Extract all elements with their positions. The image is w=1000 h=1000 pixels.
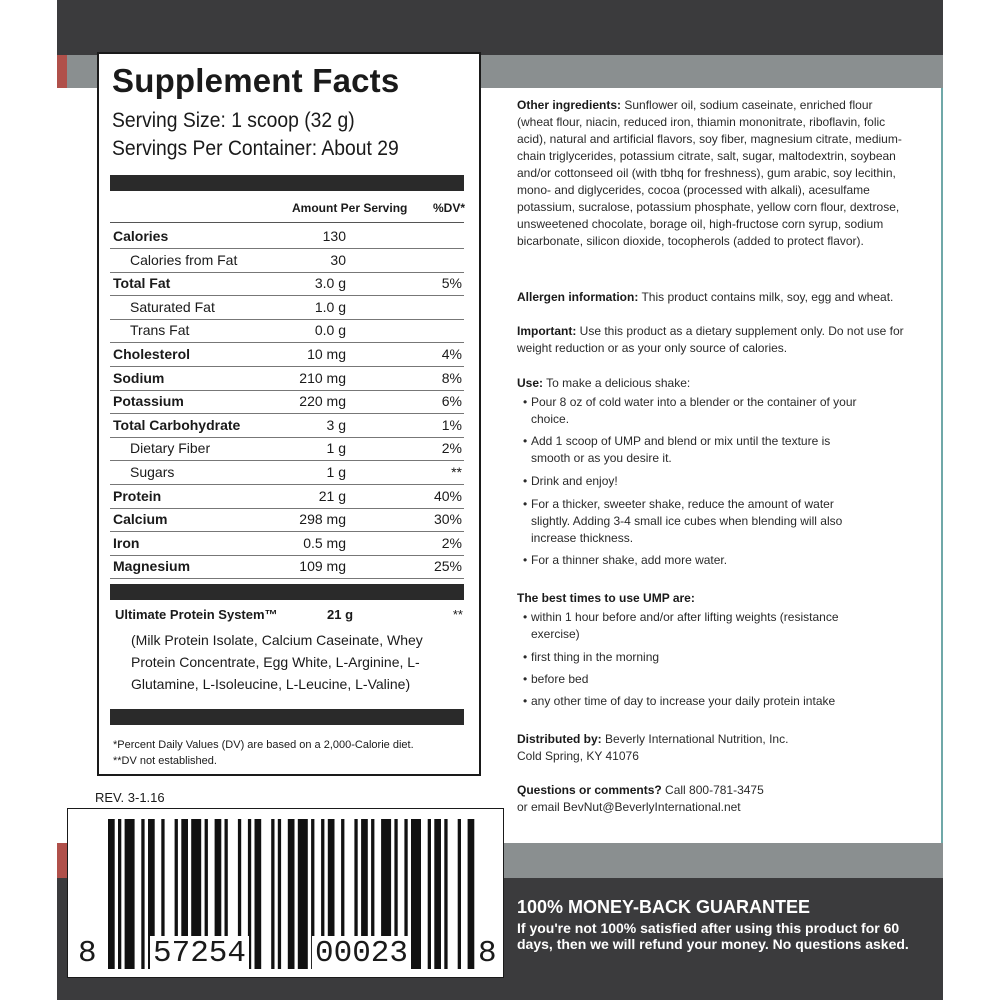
servings-per-container: Servings Per Container: About 29 bbox=[112, 137, 399, 160]
nutrient-row bbox=[110, 554, 464, 579]
nutrient-daily-value: ** bbox=[451, 464, 462, 480]
barcode bbox=[67, 808, 504, 978]
nutrient-row bbox=[110, 460, 464, 485]
barcode-right-digit: 8 bbox=[478, 936, 497, 971]
distributed-line-1: Beverly International Nutrition, Inc. bbox=[605, 732, 789, 746]
nutrient-daily-value: 6% bbox=[441, 393, 462, 410]
nutrient-name: Calories bbox=[113, 228, 169, 244]
nutrient-amount: 0.5 mg bbox=[303, 534, 346, 551]
left-accent-strip-bottom bbox=[57, 843, 67, 878]
barcode-bar bbox=[125, 819, 135, 969]
nutrient-row bbox=[110, 436, 464, 461]
nutrient-daily-value: 1% bbox=[441, 416, 462, 433]
nutrient-amount: 1.0 g bbox=[314, 298, 346, 315]
nutrient-row bbox=[110, 342, 464, 367]
blend-daily-value: ** bbox=[452, 607, 463, 622]
serving-size: Serving Size: 1 scoop (32 g) bbox=[112, 109, 355, 132]
questions-label: Questions or comments? bbox=[517, 783, 662, 797]
best-time-item: • first thing in the morning bbox=[523, 649, 863, 666]
questions-email: or email BevNut@BeverlyInternational.net bbox=[517, 800, 741, 814]
header-daily-value: %DV* bbox=[432, 201, 465, 215]
nutrient-amount: 10 mg bbox=[307, 346, 346, 362]
other-ingredients bbox=[517, 97, 907, 250]
nutrient-amount: 1 g bbox=[326, 464, 346, 480]
blend-ingredients: (Milk Protein Isolate, Calcium Caseinate, Whey Protein Concentrate, Egg White, L-Arginine, L-Glutamine, L-Isoleucine, L-Leucine, L-Valine) bbox=[131, 632, 423, 692]
nutrient-name: Total Carbohydrate bbox=[113, 416, 241, 433]
nutrient-row bbox=[110, 507, 464, 532]
use-step: • For a thicker, sweeter shake, reduce the amount of water slightly. Adding 3-4 small ice cubes when blending will also increase thickness. bbox=[523, 496, 863, 547]
nutrient-daily-value: 30% bbox=[433, 511, 462, 528]
use-step-text: For a thicker, sweeter shake, reduce the amount of water slightly. Adding 3-4 small ice cubes when blending will also increase thickness. bbox=[531, 497, 843, 545]
barcode-bar bbox=[428, 819, 431, 969]
barcode-bar bbox=[278, 819, 281, 969]
nutrient-name: Sodium bbox=[113, 369, 165, 386]
divider-bar bbox=[110, 175, 464, 191]
barcode-left-digit: 8 bbox=[78, 936, 97, 971]
top-dark-band bbox=[57, 0, 943, 55]
nutrient-amount: 109 mg bbox=[299, 558, 346, 575]
nutrient-name: Sugars bbox=[130, 464, 175, 480]
best-time-text: any other time of day to increase your daily protein intake bbox=[531, 694, 836, 708]
revision-code: REV. 3-1.16 bbox=[95, 790, 165, 805]
nutrient-row bbox=[110, 271, 464, 296]
nutrient-name: Calcium bbox=[113, 511, 168, 528]
barcode-bar bbox=[468, 819, 475, 969]
barcode-group-2: 00023 bbox=[312, 936, 411, 971]
use-step: • Pour 8 oz of cold water into a blender or the container of your choice. bbox=[523, 394, 863, 428]
important-note bbox=[517, 323, 907, 357]
nutrient-row bbox=[110, 531, 464, 556]
nutrient-daily-value: 8% bbox=[441, 369, 462, 386]
use-step: • Add 1 scoop of UMP and blend or mix until the texture is smooth or as you desire it. bbox=[523, 433, 863, 467]
nutrient-amount: 30 bbox=[330, 251, 346, 268]
footnote-dv-not-established: **DV not established. bbox=[113, 755, 217, 767]
nutrient-amount: 3.0 g bbox=[314, 275, 346, 292]
use-label: Use: bbox=[517, 376, 544, 390]
use-text: To make a delicious shake: bbox=[546, 376, 691, 390]
barcode-bar bbox=[141, 819, 144, 969]
right-edge-line bbox=[941, 88, 943, 843]
nutrient-daily-value: 25% bbox=[433, 558, 462, 575]
distributed-label: Distributed by: bbox=[517, 732, 602, 746]
nutrient-amount: 298 mg bbox=[299, 511, 346, 528]
nutrient-row bbox=[110, 295, 464, 320]
blend-amount: 21 g bbox=[327, 607, 354, 622]
guarantee-title: 100% MONEY-BACK GUARANTEE bbox=[517, 897, 811, 917]
barcode-bar bbox=[271, 819, 274, 969]
important-text: Use this product as a dietary supplement only. Do not use for weight reduction or as your only source of calories. bbox=[517, 324, 904, 355]
barcode-bar bbox=[255, 819, 262, 969]
use-step: • Drink and enjoy! bbox=[523, 473, 863, 490]
nutrient-name: Protein bbox=[113, 487, 162, 504]
nutrient-amount: 210 mg bbox=[299, 369, 346, 386]
nutrient-amount: 3 g bbox=[326, 416, 346, 433]
divider-bar bbox=[110, 584, 464, 600]
best-time-text: before bed bbox=[531, 672, 589, 686]
nutrient-row bbox=[110, 389, 464, 414]
nutrient-name: Saturated Fat bbox=[130, 298, 215, 315]
nutrient-row bbox=[110, 413, 464, 438]
barcode-bar bbox=[458, 819, 461, 969]
nutrient-name: Iron bbox=[113, 534, 140, 551]
nutrient-name: Magnesium bbox=[113, 558, 191, 575]
nutrient-amount: 220 mg bbox=[299, 393, 346, 410]
other-ingredients-text: Sunflower oil, sodium caseinate, enriched flour (wheat flour, niacin, reduced iron, thiamin mononitrate, riboflavin, folic acid), natural and artificial flavors, soy fiber, magnesium citrate, medium-chain triglycerides, potassium citrate, salt, sugar, maltodextrin, soybean and/or cottonseed oil (with tbhq for freshness), gum arabic, soy lecithin, mono- and diglycerides, cocoa (processed with alkali), acesulfame potassium, sucralose, potassium phosphate, yellow corn flour, dextrose, unsweetened chocolate, borage oil, high-fructose corn syrup, sodium bicarbonate, silicon dioxide, tocopherols (added to protect flavor). bbox=[517, 98, 902, 248]
questions-phone: Call 800-781-3475 bbox=[665, 783, 764, 797]
use-step-text: Pour 8 oz of cold water into a blender or the container of your choice. bbox=[531, 395, 857, 426]
distributed-by bbox=[517, 731, 907, 765]
best-time-item: • before bed bbox=[523, 671, 863, 688]
barcode-bar bbox=[108, 819, 115, 969]
use-step: • For a thinner shake, add more water. bbox=[523, 552, 863, 569]
header-divider bbox=[110, 222, 464, 223]
barcode-bar bbox=[434, 819, 441, 969]
nutrient-row bbox=[110, 318, 464, 343]
barcode-bar bbox=[411, 819, 421, 969]
nutrient-daily-value: 40% bbox=[433, 487, 462, 504]
best-times-label: The best times to use UMP are: bbox=[517, 591, 695, 605]
allergen-label: Allergen information: bbox=[517, 290, 639, 304]
header-amount-per-serving: Amount Per Serving bbox=[292, 201, 408, 215]
best-time-item: • within 1 hour before and/or after lifting weights (resistance exercise) bbox=[523, 609, 863, 643]
nutrient-name: Cholesterol bbox=[113, 346, 191, 362]
nutrient-name: Calories from Fat bbox=[130, 251, 238, 268]
facts-title: Supplement Facts bbox=[112, 62, 400, 99]
use-step-text: For a thinner shake, add more water. bbox=[531, 553, 728, 567]
important-label: Important: bbox=[517, 324, 577, 338]
guarantee-text: If you're not 100% satisfied after using this product for 60 days, then we will refund your money. No questions asked. bbox=[517, 920, 909, 952]
nutrient-row bbox=[110, 366, 464, 391]
barcode-bar bbox=[444, 819, 447, 969]
nutrient-amount: 0.0 g bbox=[314, 322, 346, 339]
nutrient-daily-value: 5% bbox=[441, 275, 462, 292]
nutrient-daily-value: 4% bbox=[441, 346, 462, 362]
best-time-text: first thing in the morning bbox=[531, 650, 660, 664]
barcode-bar bbox=[288, 819, 295, 969]
questions-contact bbox=[517, 782, 907, 816]
divider-bar bbox=[110, 709, 464, 725]
nutrient-amount: 21 g bbox=[318, 487, 346, 504]
use-step-text: Drink and enjoy! bbox=[531, 474, 618, 488]
use-heading bbox=[517, 375, 907, 392]
nutrient-daily-value: 2% bbox=[441, 440, 462, 457]
other-ingredients-label: Other ingredients: bbox=[517, 98, 622, 112]
best-times-heading bbox=[517, 590, 907, 607]
nutrient-name: Potassium bbox=[113, 393, 184, 410]
nutrient-row bbox=[110, 224, 464, 249]
distributed-line-2: Cold Spring, KY 41076 bbox=[517, 749, 639, 763]
blend-name: Ultimate Protein System™ bbox=[115, 607, 278, 622]
barcode-group-1: 57254 bbox=[150, 936, 249, 971]
nutrient-row bbox=[110, 484, 464, 509]
best-time-text: within 1 hour before and/or after lifting weights (resistance exercise) bbox=[531, 610, 839, 641]
nutrient-name: Dietary Fiber bbox=[130, 440, 211, 457]
barcode-bars bbox=[68, 809, 505, 979]
barcode-bar bbox=[118, 819, 121, 969]
nutrient-name: Total Fat bbox=[113, 275, 171, 292]
nutrient-row bbox=[110, 248, 464, 273]
footnote-daily-values: *Percent Daily Values (DV) are based on a 2,000-Calorie diet. bbox=[113, 739, 414, 751]
barcode-bar bbox=[298, 819, 308, 969]
nutrient-amount: 130 bbox=[322, 228, 346, 244]
nutrient-daily-value: 2% bbox=[441, 534, 462, 551]
allergen-information bbox=[517, 289, 907, 306]
allergen-text: This product contains milk, soy, egg and wheat. bbox=[641, 290, 894, 304]
nutrient-amount: 1 g bbox=[326, 440, 346, 457]
best-time-item: • any other time of day to increase your daily protein intake bbox=[523, 693, 863, 710]
nutrient-name: Trans Fat bbox=[130, 322, 190, 339]
supplement-facts-panel bbox=[97, 52, 481, 776]
left-accent-strip bbox=[57, 55, 67, 88]
use-step-text: Add 1 scoop of UMP and blend or mix until the texture is smooth or as you desire it. bbox=[531, 434, 831, 465]
